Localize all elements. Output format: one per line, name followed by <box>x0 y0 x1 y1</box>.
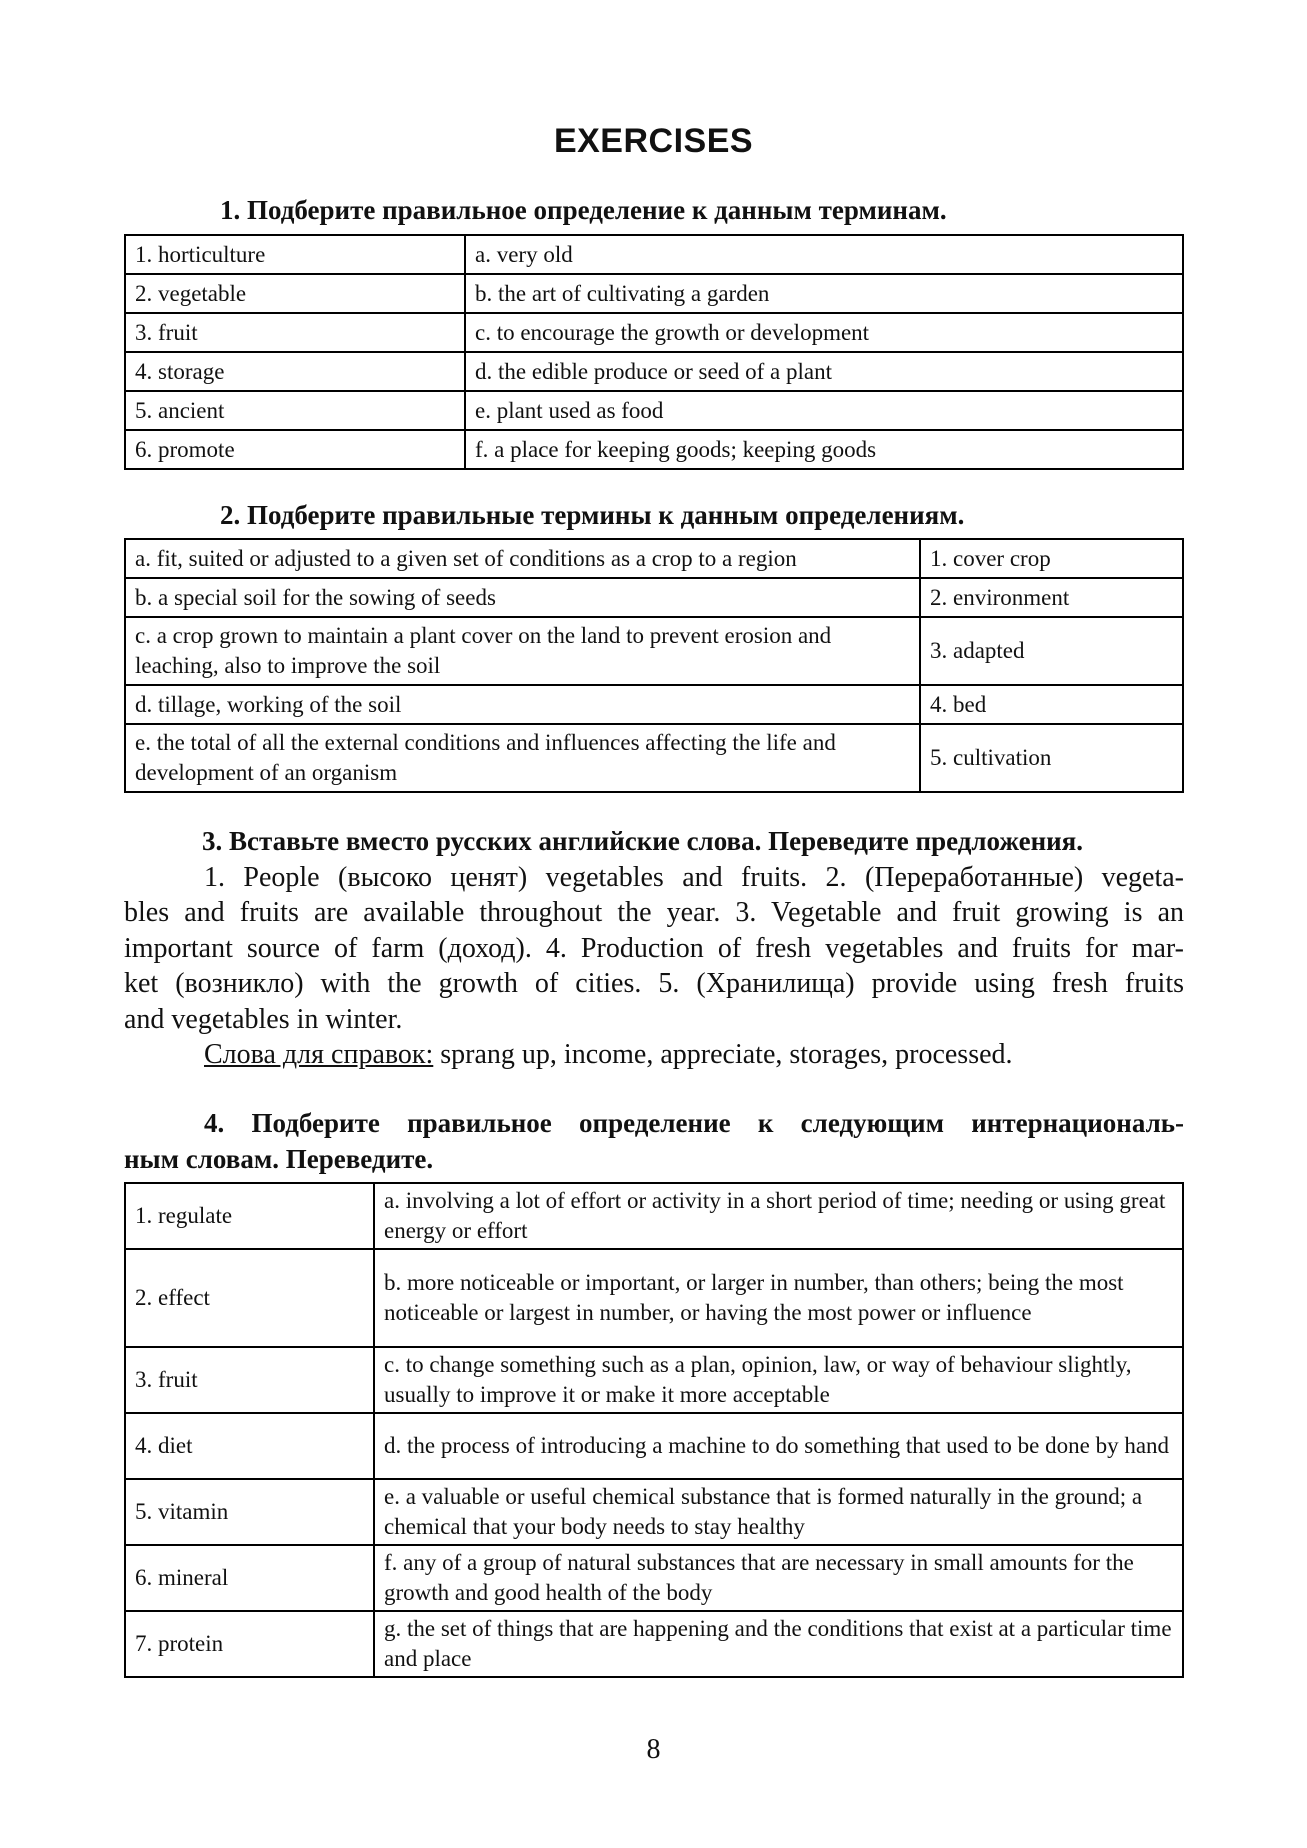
term-cell: 1. regulate <box>125 1183 374 1249</box>
definition-cell: c. to encourage the growth or development <box>465 313 1183 352</box>
definition-cell: e. the total of all the external conditions and influences affecting the life and development of an organism <box>125 724 920 792</box>
term-cell: 1. horticulture <box>125 235 465 274</box>
term-cell: 7. protein <box>125 1611 374 1677</box>
term-cell: 2. effect <box>125 1249 374 1347</box>
definition-cell: d. the edible produce or seed of a plant <box>465 352 1183 391</box>
table-row <box>125 1249 1183 1347</box>
table-row <box>125 1347 1183 1413</box>
term-cell: 2. vegetable <box>125 274 465 313</box>
table-row <box>125 1413 1183 1479</box>
task3-line: ket (возникло) with the growth of cities. 5. (Хранилища) provide using fresh fruits <box>124 968 1184 999</box>
term-cell: 5. cultivation <box>920 724 1183 792</box>
table-row <box>125 391 1183 430</box>
table-row <box>125 313 1183 352</box>
table-row <box>125 1545 1183 1611</box>
reference-words: sprang up, income, appreciate, storages, processed. <box>433 1039 1013 1070</box>
term-cell: 4. bed <box>920 685 1183 724</box>
table-row <box>125 1611 1183 1677</box>
table-row <box>125 274 1183 313</box>
reference-label: Слова для справок: <box>204 1039 434 1070</box>
task3-line: and vegetables in winter. <box>124 1003 403 1035</box>
table-row <box>125 617 1183 685</box>
task1-table <box>124 234 1184 470</box>
definition-cell: c. to change something such as a plan, opinion, law, or way of behaviour slightly, usually to improve it or make it more acceptable <box>374 1347 1183 1413</box>
table-row <box>125 1183 1183 1249</box>
task1-heading: 1. Подберите правильное определение к данным терминам. <box>220 195 947 225</box>
definition-cell: d. tillage, working of the soil <box>125 685 920 724</box>
term-cell: 6. mineral <box>125 1545 374 1611</box>
definition-cell: b. the art of cultivating a garden <box>465 274 1183 313</box>
definition-cell: e. plant used as food <box>465 391 1183 430</box>
table-row <box>125 578 1183 617</box>
definition-cell: e. a valuable or useful chemical substance that is formed naturally in the ground; a chemical that your body needs to stay healthy <box>374 1479 1183 1545</box>
definition-cell: b. a special soil for the sowing of seeds <box>125 578 920 617</box>
term-cell: 4. diet <box>125 1413 374 1479</box>
term-cell: 2. environment <box>920 578 1183 617</box>
term-cell: 1. cover crop <box>920 539 1183 578</box>
table-row <box>125 352 1183 391</box>
task4-heading-line1: 4. Подберите правильное определение к следующим интернациональ- <box>204 1108 1184 1138</box>
task4-heading <box>124 1106 1184 1177</box>
table-row <box>125 539 1183 578</box>
table-row <box>125 1479 1183 1545</box>
definition-cell: f. any of a group of natural substances that are necessary in small amounts for the growth and good health of the body <box>374 1545 1183 1611</box>
definition-cell: a. fit, suited or adjusted to a given set of conditions as a crop to a region <box>125 539 920 578</box>
term-cell: 3. adapted <box>920 617 1183 685</box>
definition-cell: g. the set of things that are happening and the conditions that exist at a particular time and place <box>374 1611 1183 1677</box>
definition-cell: c. a crop grown to maintain a plant cover on the land to prevent erosion and leaching, also to improve the soil <box>125 617 920 685</box>
task4-heading-line2: ным словам. Переведите. <box>124 1143 434 1174</box>
definition-cell: a. involving a lot of effort or activity in a short period of time; needing or using great energy or effort <box>374 1183 1183 1249</box>
definition-cell: b. more noticeable or important, or larger in number, than others; being the most noticeable or largest in number, or having the most power or influence <box>374 1249 1183 1347</box>
task3-line: important source of farm (доход). 4. Production of fresh vegetables and fruits for mar- <box>124 932 1184 964</box>
term-cell: 3. fruit <box>125 1347 374 1413</box>
definition-cell: a. very old <box>465 235 1183 274</box>
term-cell: 3. fruit <box>125 313 465 352</box>
page-number: 8 <box>646 1734 661 1765</box>
task3-heading: 3. Вставьте вместо русских английские слова. Переведите предложения. <box>202 826 1084 856</box>
definition-cell: d. the process of introducing a machine to do something that used to be done by hand <box>374 1413 1183 1479</box>
task3-line: bles and fruits are available throughout the year. 3. Vegetable and fruit growing is an <box>124 897 1184 928</box>
table-row <box>125 685 1183 724</box>
table-row <box>125 724 1183 792</box>
definition-cell: f. a place for keeping goods; keeping goods <box>465 430 1183 469</box>
table-row <box>125 235 1183 274</box>
term-cell: 5. ancient <box>125 391 465 430</box>
page-title: EXERCISES <box>553 122 754 160</box>
table-row <box>125 430 1183 469</box>
task3-reference <box>124 1037 1184 1073</box>
task2-table <box>124 538 1184 793</box>
term-cell: 5. vitamin <box>125 1479 374 1545</box>
task4-table <box>124 1182 1184 1678</box>
task2-heading: 2. Подберите правильные термины к данным определениям. <box>220 500 965 530</box>
task3-line: 1. People (высоко ценят) vegetables and fruits. 2. (Переработанные) vegeta- <box>204 861 1184 893</box>
task3-block <box>124 824 1184 1073</box>
term-cell: 4. storage <box>125 352 465 391</box>
term-cell: 6. promote <box>125 430 465 469</box>
